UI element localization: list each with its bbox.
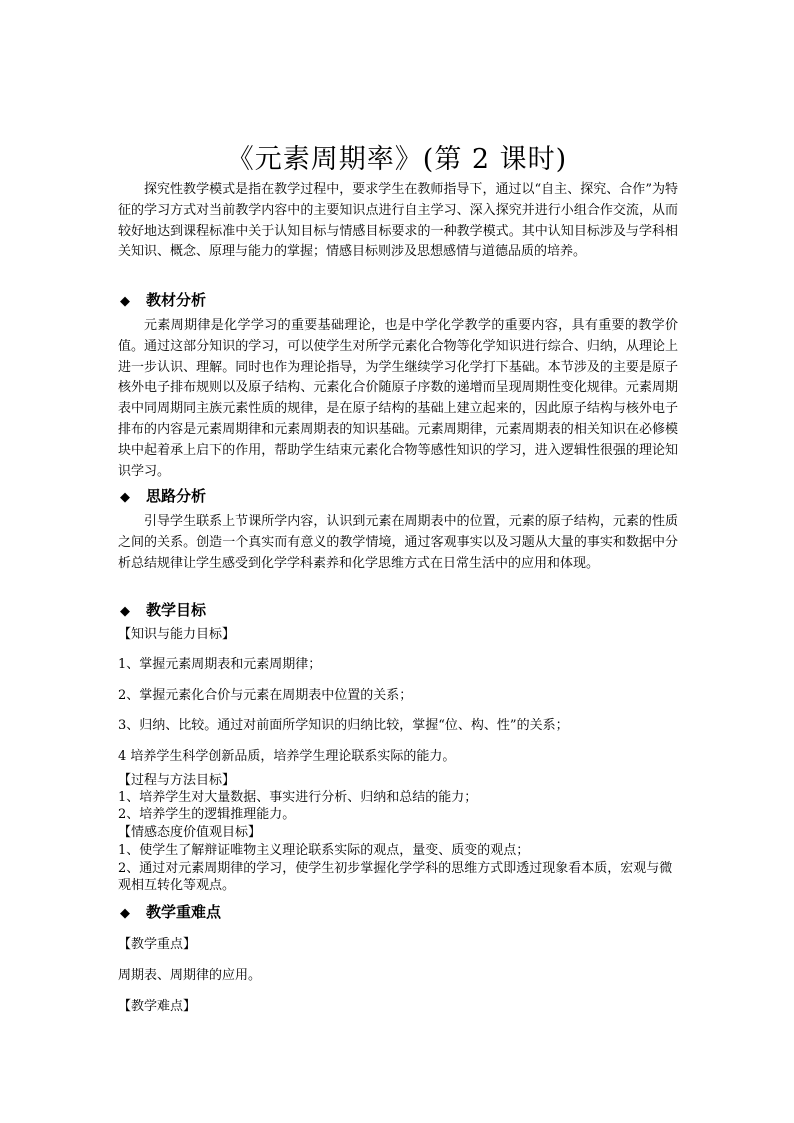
list-item: 2、掌握元素化合价与元素在周期表中位置的关系； <box>118 688 413 703</box>
diamond-bullet-icon: ◆ <box>120 490 130 505</box>
heading-text: 教学目标 <box>146 601 207 619</box>
key-difficulty-label: 【教学难点】 <box>118 999 197 1014</box>
section-heading-goals <box>120 599 206 623</box>
key-focus-text: 周期表、周期律的应用。 <box>118 968 262 983</box>
section-heading-approach <box>120 485 206 509</box>
diamond-bullet-icon: ◆ <box>120 604 130 619</box>
list-item: 1、使学生了解辩证唯物主义理论联系实际的观点，量变、质变的观点； <box>118 843 530 858</box>
list-item: 3、归纳、比较。通过对前面所学知识的归纳比较，掌握“位、构、性”的关系； <box>118 718 569 733</box>
list-item: 4 培养学生科学创新品质，培养学生理论联系实际的能力。 <box>118 749 456 764</box>
process-goals-label: 【过程与方法目标】 <box>118 773 236 788</box>
section-heading-materials <box>120 289 206 313</box>
knowledge-goals-label: 【知识与能力目标】 <box>118 627 236 642</box>
diamond-bullet-icon: ◆ <box>120 906 130 921</box>
key-focus-label: 【教学重点】 <box>118 937 197 952</box>
emotion-goals-label: 【情感态度价值观目标】 <box>118 825 262 840</box>
diamond-bullet-icon: ◆ <box>120 294 130 309</box>
section-heading-key-points <box>120 901 221 925</box>
heading-text: 教学重难点 <box>146 903 222 921</box>
heading-text: 思路分析 <box>146 487 207 505</box>
list-item: 1、掌握元素周期表和元素周期律； <box>118 657 322 672</box>
document-title: 《元素周期率》(第 2 课时) <box>226 144 568 175</box>
approach-paragraph: 引导学生联系上节课所学内容，认识到元素在周期表中的位置，元素的原子结构，元素的性质之间的关系。创造一个真实而有意义的教学情境，通过客观事实以及习题从大量的事实和数据中分析总结规律让学生感受到化学学科素养和化学思维方式在日常生活中的应用和体现。 <box>118 514 678 571</box>
list-item: 2、通过对元素周期律的学习，使学生初步掌握化学学科的思维方式即透过现象看本质，宏观与微观相互转化等观点。 <box>118 861 673 893</box>
heading-text: 教材分析 <box>146 291 207 309</box>
list-item: 2、培养学生的逻辑推理能力。 <box>118 807 296 822</box>
materials-paragraph: 元素周期律是化学学习的重要基础理论，也是中学化学教学的重要内容，具有重要的教学价值。通过这部分知识的学习，可以使学生对所学元素化合物等化学知识进行综合、归纳，从理论上进一步认识、理解。同时也作为理论指导，为学生继续学习化学打下基础。本节涉及的主要是原子核外电子排布规则以及原子结构、元素化合价随原子序数的递增而呈现周期性变化规律。元素周期表中同周期同主族元素性质的规律，是在原子结构的基础上建立起来的，因此原子结构与核外电子排布的内容是元素周期律和元素周期表的知识基础。元素周期律，元素周期表的相关知识在必修模块中起着承上启下的作用，帮助学生结束元素化合物等感性知识的学习，进入逻辑性很强的理论知识学习。 <box>118 318 678 479</box>
intro-paragraph: 探究性教学模式是指在教学过程中，要求学生在教师指导下，通过以“自主、探究、合作”为特征的学习方式对当前教学内容中的主要知识点进行自主学习、深入探究并进行小组合作交流，从而较好地达到课程标准中关于认知目标与情感目标要求的一种教学模式。其中认知目标涉及与学科相关知识、概念、原理与能力的掌握；情感目标则涉及思想感情与道德品质的培养。 <box>118 182 678 260</box>
list-item: 1、培养学生对大量数据、事实进行分析、归纳和总结的能力； <box>118 790 478 805</box>
